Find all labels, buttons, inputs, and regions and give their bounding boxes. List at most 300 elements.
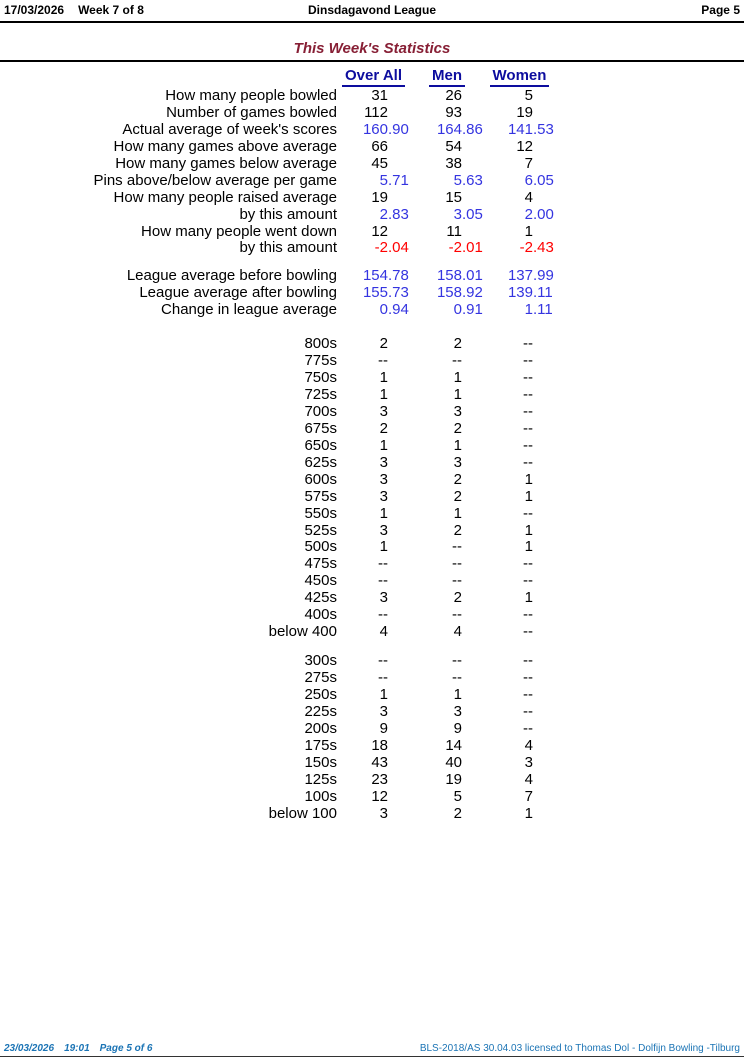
value-overall: 1 [379, 436, 388, 454]
league-average-row [0, 302, 744, 319]
value-women: -- [523, 685, 533, 703]
footer-date: 23/03/2026 [4, 1043, 55, 1054]
value-overall-decimal [388, 404, 410, 421]
value-overall-decimal [388, 88, 410, 105]
series-score-row [0, 353, 744, 370]
value-overall-decimal [388, 455, 410, 472]
league-average-table [0, 268, 744, 319]
value-men-decimal [462, 607, 484, 624]
value-women: -- [523, 504, 533, 522]
row-label: 225s [304, 702, 337, 720]
value-men: 2 [453, 419, 462, 437]
row-label: 575s [304, 487, 337, 505]
value-women-decimal [533, 755, 555, 772]
value-women: -- [523, 335, 533, 353]
value-women: 6 [524, 171, 533, 189]
value-men-decimal: .86 [462, 120, 483, 138]
value-women-decimal [533, 506, 555, 523]
value-men-decimal [462, 489, 484, 506]
value-men: 1 [453, 436, 462, 454]
value-men-decimal [462, 789, 484, 806]
value-men-decimal [462, 624, 484, 641]
game-score-row [0, 789, 744, 806]
value-men-decimal [462, 573, 484, 590]
game-score-row [0, 670, 744, 687]
value-overall-decimal [388, 607, 410, 624]
row-label: 550s [304, 504, 337, 522]
value-men-decimal [462, 590, 484, 607]
row-label: 725s [304, 386, 337, 403]
value-women-decimal [533, 455, 555, 472]
row-label: League average before bowling [126, 267, 337, 285]
value-women: -- [523, 419, 533, 437]
stats-row [0, 224, 744, 241]
value-overall-decimal [388, 421, 410, 438]
value-overall: 43 [371, 753, 388, 771]
value-men: 158 [436, 284, 462, 302]
value-women-decimal [533, 387, 555, 404]
value-men-decimal [462, 455, 484, 472]
value-women-decimal: .05 [533, 171, 554, 189]
value-men: 26 [445, 87, 462, 104]
value-men: 2 [453, 589, 462, 607]
value-overall: 45 [371, 154, 388, 172]
value-men-decimal [462, 772, 484, 789]
value-overall-decimal [388, 806, 410, 823]
report-date: 17/03/2026 [4, 3, 65, 17]
value-men: 54 [445, 137, 462, 155]
value-women: -- [523, 352, 533, 370]
value-men: -- [452, 606, 462, 624]
value-overall: -- [378, 352, 388, 370]
value-overall-decimal [388, 224, 410, 241]
value-women-decimal [533, 472, 555, 489]
title-rule [0, 60, 744, 62]
series-score-distribution-table [0, 336, 744, 641]
value-men-decimal [462, 88, 484, 105]
value-men-decimal: .91 [462, 301, 483, 319]
value-men: -- [452, 572, 462, 590]
value-women: 1 [524, 301, 533, 319]
value-women: -- [523, 606, 533, 624]
series-score-row [0, 421, 744, 438]
series-score-row [0, 489, 744, 506]
value-women-decimal: .99 [533, 267, 554, 285]
value-women: 3 [524, 753, 533, 771]
value-women: 1 [524, 804, 533, 822]
row-label: League average after bowling [139, 284, 337, 302]
game-score-row [0, 755, 744, 772]
value-women-decimal: .53 [533, 120, 554, 138]
footer-page: Page 5 of 6 [99, 1043, 153, 1054]
value-women-decimal [533, 224, 555, 241]
value-overall: 2 [379, 335, 388, 353]
value-men-decimal: .92 [462, 284, 483, 302]
value-overall-decimal [388, 556, 410, 573]
series-score-row [0, 472, 744, 489]
column-header-men: Men [410, 67, 484, 86]
value-men: 3 [453, 453, 462, 471]
value-overall: 2 [379, 205, 388, 223]
value-women: 5 [524, 87, 533, 104]
value-overall: 154 [362, 267, 388, 285]
value-overall-decimal: .83 [388, 205, 409, 223]
row-label: 175s [304, 736, 337, 754]
value-overall-decimal [388, 755, 410, 772]
value-women: -- [523, 669, 533, 686]
value-overall: 1 [379, 386, 388, 403]
value-overall-decimal [388, 387, 410, 404]
value-men: 2 [453, 335, 462, 353]
value-overall-decimal [388, 353, 410, 370]
game-score-row [0, 687, 744, 704]
stats-row [0, 122, 744, 139]
value-women-decimal [533, 573, 555, 590]
value-women-decimal [533, 687, 555, 704]
week-statistics-table [0, 88, 744, 257]
series-score-row [0, 523, 744, 540]
value-men-decimal: .05 [462, 205, 483, 223]
value-men: -- [452, 538, 462, 556]
value-overall-decimal [388, 472, 410, 489]
value-men-decimal: .01 [462, 267, 483, 285]
value-women-decimal [533, 156, 555, 173]
value-overall-decimal [388, 190, 410, 207]
row-label: How many games above average [113, 137, 337, 155]
value-overall-decimal [388, 687, 410, 704]
value-overall: 2 [379, 419, 388, 437]
value-men: 3 [453, 702, 462, 720]
value-men: 1 [453, 386, 462, 403]
value-overall: 18 [371, 736, 388, 754]
footer-license: BLS-2018/AS 30.04.03 licensed to Thomas Dol - Dolfijn Bowling -Tilburg [419, 1043, 740, 1054]
value-men-decimal [462, 438, 484, 455]
row-label: 675s [304, 419, 337, 437]
row-label: 425s [304, 589, 337, 607]
value-men: 5 [453, 787, 462, 805]
league-average-row [0, 268, 744, 285]
value-men-decimal: .01 [462, 239, 483, 257]
value-women: -- [523, 453, 533, 471]
value-women-decimal [533, 607, 555, 624]
value-women-decimal: .11 [533, 284, 553, 302]
value-overall-decimal: .94 [388, 301, 409, 319]
value-men: 1 [453, 685, 462, 703]
row-label: Number of games bowled [166, 103, 337, 121]
row-label: 475s [304, 555, 337, 573]
value-overall: 12 [371, 222, 388, 240]
value-men: 1 [453, 369, 462, 387]
series-score-row [0, 573, 744, 590]
game-score-row [0, 704, 744, 721]
value-men-decimal [462, 387, 484, 404]
value-men-decimal [462, 156, 484, 173]
row-label: Actual average of week's scores [122, 120, 337, 138]
value-women: 1 [524, 538, 533, 556]
value-women-decimal [533, 556, 555, 573]
value-overall-decimal [388, 573, 410, 590]
value-women: -- [523, 386, 533, 403]
value-men-decimal [462, 190, 484, 207]
value-women-decimal [533, 738, 555, 755]
row-label: 775s [304, 352, 337, 370]
stats-row [0, 88, 744, 105]
value-women: 1 [524, 222, 533, 240]
value-men-decimal [462, 738, 484, 755]
value-overall: 3 [379, 702, 388, 720]
value-overall: 1 [379, 685, 388, 703]
value-women: -- [523, 369, 533, 387]
series-score-row [0, 539, 744, 556]
value-women-decimal [533, 336, 555, 353]
series-score-row [0, 624, 744, 641]
value-overall-decimal [388, 523, 410, 540]
row-label: 600s [304, 470, 337, 488]
value-men: 0 [453, 301, 462, 319]
value-overall: 3 [379, 453, 388, 471]
row-label: by this amount [239, 205, 337, 223]
value-overall-decimal [388, 438, 410, 455]
value-women-decimal [533, 190, 555, 207]
value-overall-decimal: .73 [388, 284, 409, 302]
row-label: 400s [304, 606, 337, 624]
value-women: 1 [524, 521, 533, 539]
value-women-decimal [533, 105, 555, 122]
value-men-decimal [462, 421, 484, 438]
row-label: How many people bowled [165, 87, 337, 104]
page-number: Page 5 [701, 3, 740, 17]
value-overall-decimal [388, 772, 410, 789]
value-men: 158 [436, 267, 462, 285]
value-women-decimal [533, 489, 555, 506]
value-overall: 23 [371, 770, 388, 788]
value-men-decimal [462, 704, 484, 721]
report-title: This Week's Statistics [293, 40, 451, 57]
game-score-row [0, 738, 744, 755]
value-women: -- [523, 555, 533, 573]
value-men-decimal [462, 523, 484, 540]
value-men-decimal [462, 687, 484, 704]
value-women-decimal [533, 806, 555, 823]
value-women-decimal [533, 670, 555, 687]
value-overall-decimal [388, 539, 410, 556]
value-overall-decimal [388, 789, 410, 806]
row-label: 800s [304, 335, 337, 353]
row-label: 525s [304, 521, 337, 539]
game-score-row [0, 653, 744, 670]
row-label: 150s [304, 753, 337, 771]
value-women: -- [523, 719, 533, 737]
value-overall-decimal: .04 [388, 239, 409, 257]
value-overall: 9 [379, 719, 388, 737]
league-average-row [0, 285, 744, 302]
row-label: 200s [304, 719, 337, 737]
value-overall-decimal [388, 506, 410, 523]
week-indicator: Week 7 of 8 [78, 3, 144, 17]
value-overall-decimal [388, 105, 410, 122]
stats-row [0, 190, 744, 207]
value-men: 38 [445, 154, 462, 172]
value-women-decimal [533, 539, 555, 556]
value-men-decimal [462, 105, 484, 122]
game-score-row [0, 772, 744, 789]
value-men: 19 [445, 770, 462, 788]
value-overall: 160 [362, 120, 388, 138]
value-women: 137 [507, 267, 533, 285]
row-label: 300s [304, 652, 337, 670]
value-men: 93 [445, 103, 462, 121]
value-men: 3 [453, 205, 462, 223]
value-women-decimal [533, 139, 555, 156]
value-women: -2 [519, 239, 533, 257]
row-label: 275s [304, 669, 337, 686]
value-overall: 5 [379, 171, 388, 189]
value-men: 14 [445, 736, 462, 754]
row-label: 750s [304, 369, 337, 387]
stats-row [0, 207, 744, 224]
value-women-decimal [533, 523, 555, 540]
game-score-row [0, 806, 744, 823]
value-women: 7 [524, 154, 533, 172]
value-women-decimal [533, 421, 555, 438]
value-men-decimal [462, 139, 484, 156]
value-overall: 3 [379, 521, 388, 539]
value-men-decimal [462, 506, 484, 523]
value-overall-decimal [388, 370, 410, 387]
series-score-row [0, 370, 744, 387]
value-women-decimal [533, 370, 555, 387]
series-score-row [0, 455, 744, 472]
value-women-decimal [533, 721, 555, 738]
value-women: 1 [524, 470, 533, 488]
series-score-row [0, 590, 744, 607]
value-men: -- [452, 652, 462, 670]
value-overall-decimal: .90 [388, 120, 409, 138]
column-header-spacer [0, 67, 337, 86]
value-men-decimal: .63 [462, 171, 483, 189]
value-overall: 0 [379, 301, 388, 319]
row-label: How many games below average [115, 154, 337, 172]
value-overall: 12 [371, 787, 388, 805]
value-men: 5 [453, 171, 462, 189]
page-header [0, 0, 744, 23]
value-men-decimal [462, 472, 484, 489]
value-men: 40 [445, 753, 462, 771]
value-overall: -- [378, 572, 388, 590]
value-overall: 1 [379, 538, 388, 556]
value-men: 2 [453, 487, 462, 505]
value-overall-decimal [388, 156, 410, 173]
stats-row [0, 105, 744, 122]
value-women-decimal [533, 353, 555, 370]
value-women: -- [523, 623, 533, 641]
value-women: 2 [524, 205, 533, 223]
value-women: -- [523, 572, 533, 590]
value-men-decimal [462, 224, 484, 241]
value-overall: 3 [379, 487, 388, 505]
value-overall: 3 [379, 402, 388, 420]
value-women: 4 [524, 736, 533, 754]
row-label: by this amount [239, 239, 337, 257]
footer-timestamp [4, 1043, 162, 1054]
value-overall: 155 [362, 284, 388, 302]
value-women: 4 [524, 188, 533, 206]
value-men: 4 [453, 623, 462, 641]
row-label: 650s [304, 436, 337, 454]
value-men-decimal [462, 670, 484, 687]
row-label: 500s [304, 538, 337, 556]
value-overall: 3 [379, 589, 388, 607]
value-overall: 19 [371, 188, 388, 206]
value-women-decimal [533, 88, 555, 105]
value-women: 1 [524, 589, 533, 607]
header-left [4, 3, 158, 17]
game-score-row [0, 721, 744, 738]
series-score-row [0, 336, 744, 353]
value-women-decimal [533, 789, 555, 806]
value-men-decimal [462, 653, 484, 670]
value-women: 1 [524, 487, 533, 505]
value-women-decimal [533, 772, 555, 789]
value-overall: 1 [379, 504, 388, 522]
value-overall-decimal [388, 738, 410, 755]
value-women: 141 [507, 120, 533, 138]
value-men: 9 [453, 719, 462, 737]
value-men: -- [452, 555, 462, 573]
value-women: 7 [524, 787, 533, 805]
value-women-decimal [533, 438, 555, 455]
row-label: 100s [304, 787, 337, 805]
value-overall-decimal: .78 [388, 267, 409, 285]
value-overall-decimal [388, 590, 410, 607]
column-header-women: Women [484, 67, 555, 86]
value-overall-decimal [388, 721, 410, 738]
value-overall: -2 [374, 239, 388, 257]
column-header-row [0, 67, 744, 86]
value-overall-decimal [388, 704, 410, 721]
value-overall-decimal [388, 653, 410, 670]
value-men: 164 [436, 120, 462, 138]
value-overall-decimal [388, 670, 410, 687]
value-overall-decimal: .71 [388, 171, 409, 189]
row-label: Change in league average [161, 301, 337, 319]
value-women-decimal [533, 653, 555, 670]
value-overall: -- [378, 606, 388, 624]
value-women-decimal [533, 404, 555, 421]
value-women: 19 [516, 103, 533, 121]
value-men: -2 [448, 239, 462, 257]
value-overall: 3 [379, 804, 388, 822]
value-women-decimal [533, 590, 555, 607]
row-label: 700s [304, 402, 337, 420]
game-score-distribution-table [0, 653, 744, 822]
row-label: 125s [304, 770, 337, 788]
value-women: -- [523, 652, 533, 670]
value-women: 12 [516, 137, 533, 155]
value-overall: -- [378, 669, 388, 686]
value-men-decimal [462, 370, 484, 387]
value-overall: 3 [379, 470, 388, 488]
value-men: 2 [453, 470, 462, 488]
page-footer [0, 1043, 744, 1054]
row-label: 250s [304, 685, 337, 703]
stats-row [0, 173, 744, 190]
row-label: How many people went down [141, 222, 337, 240]
row-label: below 400 [268, 623, 337, 641]
value-women: -- [523, 702, 533, 720]
row-label: How many people raised average [113, 188, 337, 206]
series-score-row [0, 404, 744, 421]
